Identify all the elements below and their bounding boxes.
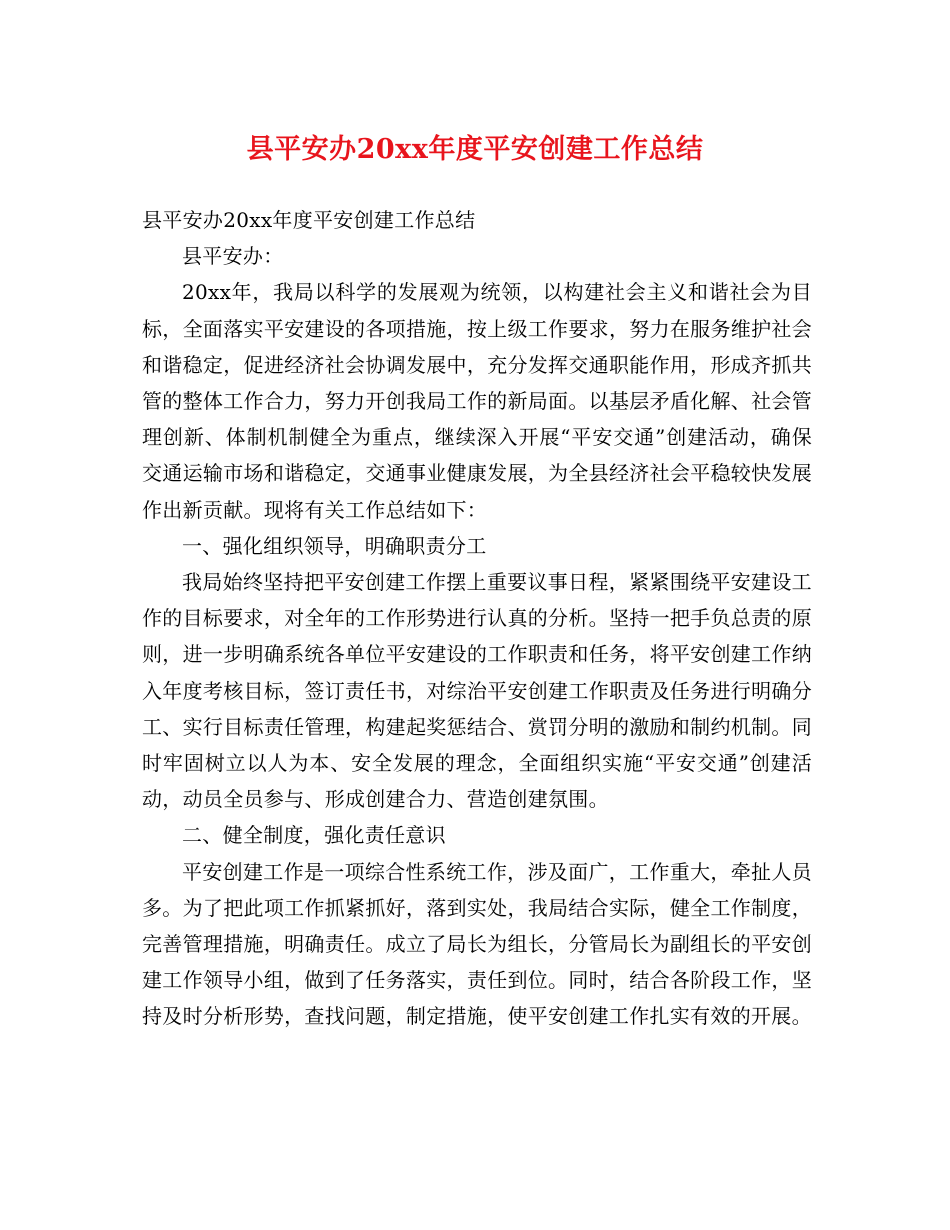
body-heading: 县平安办20xx年度平安创建工作总结: [142, 208, 476, 232]
section-2-paragraph: 平安创建工作是一项综合性系统工作，涉及面广，工作重大，牵扯人员多。为了把此项工作抓紧抓好，落到实处，我局结合实际，健全工作制度，完善管理措施，明确责任。成立了局长为组长，分管局长为副组长的平安创建工作领导小组，做到了任务落实，责任到位。同时，结合各阶段工作，坚持及时分析形势，查找问题，制定措施，使平安创建工作扎实有效的开展。: [142, 859, 812, 1029]
section-heading-2: 二、健全制度，强化责任意识: [182, 823, 446, 848]
section-heading-1: 一、强化组织领导，明确职责分工: [182, 533, 487, 558]
document-title: 县平安办20xx年度平安创建工作总结: [246, 134, 704, 165]
document-body: [142, 202, 812, 1035]
addressee-line: 县平安办：: [182, 244, 284, 269]
section-1-paragraph: 我局始终坚持把平安创建工作摆上重要议事日程，紧紧围绕平安建设工作的目标要求，对全年的工作形势进行认真的分析。坚持一把手负总责的原则，进一步明确系统各单位平安建设的工作职责和任务，将平安创建工作纳入年度考核目标，签订责任书，对综治平安创建工作职责及任务进行明确分工、实行目标责任管理，构建起奖惩结合、赏罚分明的激励和制约机制。同时牢固树立以人为本、安全发展的理念，全面组织实施“平安交通”创建活动，动员全员参与、形成创建合力、营造创建氛围。: [142, 570, 812, 812]
intro-paragraph: 20xx年，我局以科学的发展观为统领，以构建社会主义和谐社会为目标，全面落实平安建设的各项措施，按上级工作要求，努力在服务维护社会和谐稳定，促进经济社会协调发展中，充分发挥交通职能作用，形成齐抓共管的整体工作合力，努力开创我局工作的新局面。以基层矛盾化解、社会管理创新、体制机制健全为重点，继续深入开展“平安交通”创建活动，确保交通运输市场和谐稳定，交通事业健康发展，为全县经济社会平稳较快发展作出新贡献。现将有关工作总结如下：: [142, 280, 812, 522]
